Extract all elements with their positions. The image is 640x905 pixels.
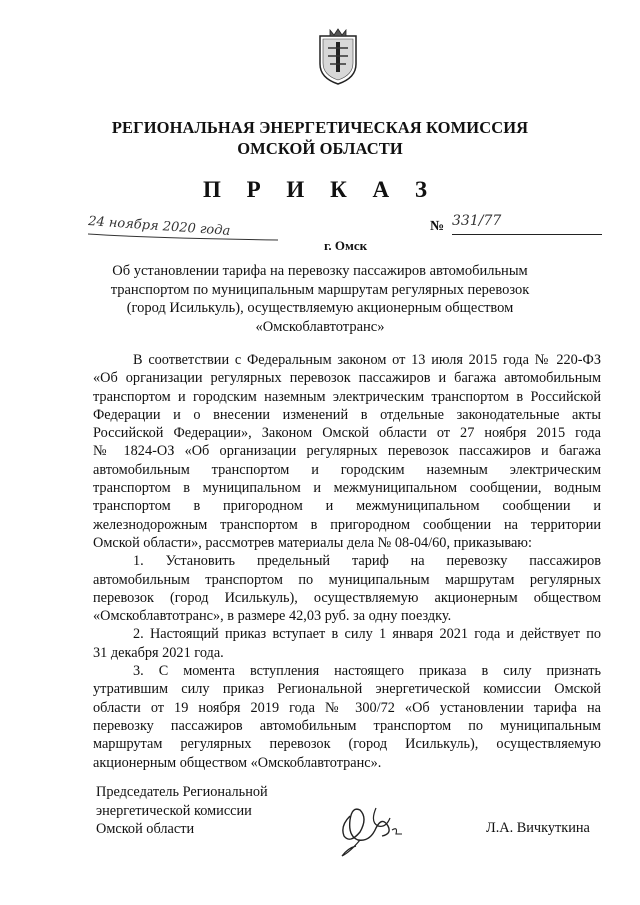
- organization-name-line1: РЕГИОНАЛЬНАЯ ЭНЕРГЕТИЧЕСКАЯ КОМИССИЯ: [111, 118, 529, 137]
- document-title: П Р И К А З: [202, 177, 437, 202]
- subject-line: «Омскоблавтотранс»: [255, 318, 385, 335]
- body-line: В соответствии с Федеральным законом от 13 июля 2015 года № 220-ФЗ: [133, 352, 601, 368]
- body-line: 3. С момента вступления настоящего приказа в силу признать: [133, 663, 601, 680]
- organization-name-line2: ОМСКОЙ ОБЛАСТИ: [237, 139, 403, 158]
- body-line: 2. Настоящий приказ вступает в силу 1 января 2021 года и действует по: [133, 626, 601, 643]
- body-line: транспортом в пригородном и межмуниципальном сообщении и: [93, 498, 601, 515]
- subject-line: (город Исилькуль), осуществляемую акционерным обществом: [126, 300, 514, 316]
- body-line: 31 декабря 2021 года.: [93, 644, 224, 661]
- body-line: Федерации и о внесении изменений в отдельные законодательные акты: [93, 406, 601, 423]
- body-line: перевозку пассажиров автомобильным транспортом по муниципальным: [93, 717, 601, 734]
- signatory-name: Л.А. Вичкуткина: [486, 820, 590, 836]
- body-line: 1. Установить предельный тариф на перевозку пассажиров: [133, 553, 601, 570]
- body-line: Омской области», рассмотрев материалы дела № 08-04/60, приказываю:: [93, 534, 532, 551]
- order-subject: [90, 262, 550, 336]
- handwritten-order-number: 331/77: [452, 213, 502, 229]
- subject-line: транспортом по муниципальным маршрутам регулярных перевозок: [110, 281, 530, 298]
- body-line: «Об организации регулярных перевозок пассажиров и багажа автомобильным: [93, 370, 601, 387]
- signatory-position: [96, 783, 268, 839]
- position-line: Омской области: [96, 821, 195, 837]
- body-line: перевозок (город Исилькуль), осуществляемую акционерным обществом: [93, 589, 601, 606]
- body-line: № 1824-ОЗ «Об организации регулярных перевозок пассажиров и багажа: [93, 443, 601, 460]
- body-line: автомобильным транспортом и городским наземным электрическим: [93, 461, 601, 478]
- date-underline: [88, 232, 278, 242]
- order-body: [93, 351, 601, 772]
- position-line: энергетической комиссии: [96, 802, 252, 819]
- body-line: Российской Федерации», Законом Омской области от 27 ноября 2015 года: [93, 425, 601, 442]
- body-line: транспортом и городским наземным электрическим транспортом в Российской: [93, 388, 601, 405]
- handwritten-signature: [330, 796, 410, 862]
- body-line: «Омскоблавтотранс», в размере 42,03 руб. за одну поездку.: [93, 608, 452, 625]
- order-number-label: №: [430, 219, 445, 234]
- body-line: железнодорожным транспортом в пригородном сообщении на территории: [93, 516, 601, 533]
- subject-line: Об установлении тарифа на перевозку пассажиров автомобильным: [112, 263, 528, 279]
- city: г. Омск: [324, 238, 368, 253]
- body-line: утратившим силу приказ Региональной энергетической комиссии Омской: [93, 681, 601, 698]
- order-number-underline: [452, 234, 602, 235]
- omsk-coat-of-arms-icon: [316, 26, 360, 86]
- position-line: Председатель Региональной: [96, 784, 268, 800]
- handwritten-date: 24 ноября 2020 года: [87, 214, 231, 239]
- body-line: акционерным обществом «Омскоблавтотранс».: [93, 754, 382, 771]
- body-line: транспортом в муниципальном и межмуниципальном сообщении, водным: [93, 480, 601, 497]
- body-line: маршрутам регулярных перевозок (город Исилькуль), осуществляемую: [93, 736, 601, 753]
- body-line: области от 19 ноября 2019 года № 300/72 «Об установлении тарифа на: [93, 699, 601, 716]
- body-line: автомобильным транспортом по муниципальным маршрутам регулярных: [93, 571, 601, 588]
